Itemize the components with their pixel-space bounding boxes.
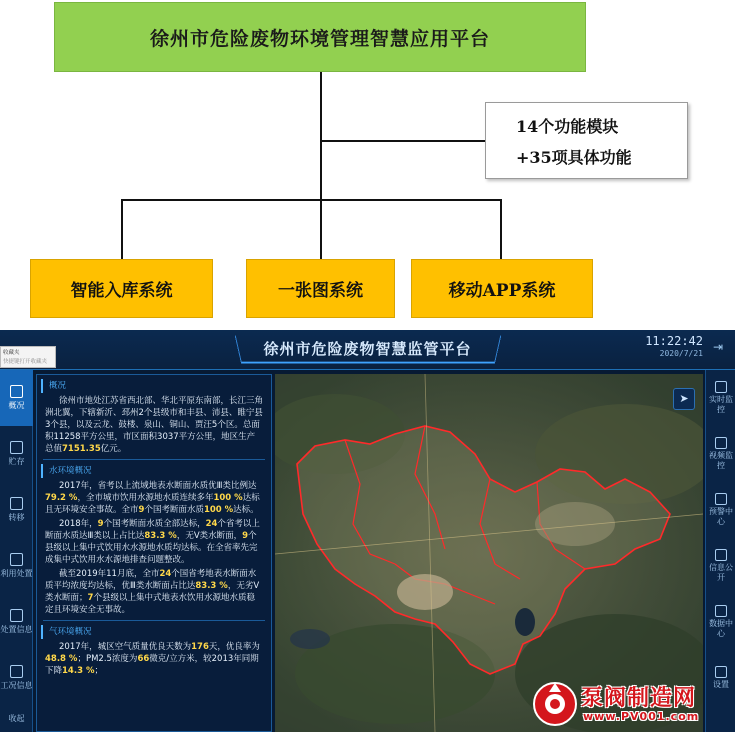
left-nav [0,370,33,732]
layers-icon [10,385,23,398]
rnav-label: 实时监控 [709,395,733,414]
popup-title: 收藏夹 [3,350,20,356]
site-watermark [531,680,731,728]
rnav-label: 信息公开 [709,563,733,582]
rnav-item-realtime[interactable] [706,370,735,426]
note-modules: 14个功能模块 [516,116,619,136]
rnav-label: 设置 [713,680,729,689]
map-svg [275,374,703,732]
water-2018-text: 2018年，9个国考断面水质全部达标，24个省考以上断面水质达Ⅲ类以上占比达83.3 %，无Ⅴ类水断面，9个县级以上集中式饮用水水源地水质均达标。在全省率先完成集中式饮用水水源地排查问题整改。 [45,519,260,565]
gear-icon [715,666,727,678]
platform-title-box: 徐州市危险废物环境管理智慧应用平台 [54,2,586,72]
nav-label: 转移 [8,513,25,522]
connector-horizontal [121,199,502,201]
connector-right [500,199,502,259]
nav-label: 贮存 [8,457,25,466]
dashboard-title: 徐州市危险废物智慧监管平台 [263,340,472,358]
org-diagram [0,0,735,330]
nav-item-working-info[interactable] [0,650,33,706]
document-icon [10,497,23,510]
rnav-label: 预警中心 [709,507,733,526]
divider [43,620,265,621]
system-box-one-map: 一张图系统 [246,259,395,318]
rnav-item-warning[interactable] [706,482,735,538]
nav-label: 处置信息 [0,625,33,634]
navigate-icon[interactable]: ➤ [673,388,695,410]
dashboard-header [0,330,735,370]
layers-icon [715,381,727,393]
layers-icon [10,665,23,678]
feature-note-box [485,102,688,179]
system-box-smart-storage: 智能入库系统 [30,259,213,318]
watermark-url: www.PV001.com [583,710,700,723]
watermark-logo-icon [531,680,581,728]
right-nav [705,370,735,732]
clock-time: 11:22:42 [645,334,703,348]
document-icon [715,437,727,449]
nav-item-disposal[interactable] [0,538,33,594]
section-title-air: 气环境概况 [41,625,271,639]
rnav-label: 视频监控 [709,451,733,470]
rnav-item-video[interactable] [706,426,735,482]
document-icon [715,605,727,617]
clock-date: 2020/7/21 [659,349,703,358]
section-title-water: 水环境概况 [41,464,271,478]
watermark-name: 泵阀制造网 [581,686,697,711]
nav-item-disposal-info[interactable] [0,594,33,650]
rnav-item-public[interactable] [706,538,735,594]
nav-label: 工况信息 [0,681,33,690]
exit-icon[interactable]: ⇥ [713,340,724,354]
divider [43,459,265,460]
document-icon [10,553,23,566]
connector-note [321,140,485,142]
favorites-popup[interactable] [0,346,56,368]
satellite-map[interactable] [275,374,703,732]
water-2019-text: 截至2019年11月底，全市24个国省考地表水断面水质平均浓度均达标，优Ⅲ类水断面占比达83.3 %，无劣Ⅴ类水断面；7个县级以上集中式地表水饮用水源地水质稳定且环境安全无事故。 [45,569,260,615]
rnav-label: 数据中心 [709,619,733,638]
nav-label: 利用处置 [0,569,33,578]
nav-item-overview[interactable] [0,370,33,426]
nav-item-collapse[interactable] [0,706,33,732]
nav-item-transfer[interactable] [0,482,33,538]
rnav-item-data[interactable] [706,594,735,650]
layers-icon [10,609,23,622]
section-title-overview: 概况 [41,379,271,393]
layers-icon [10,441,23,454]
air-2017-text: 2017年，城区空气质量优良天数为176天，优良率为48.8 %；PM2.5浓度为66微克/立方米，较2013年同期下降14.3 %； [45,642,260,676]
clock [645,334,703,358]
connector-left [121,199,123,259]
document-icon [715,493,727,505]
popup-hint: 快捷键打开收藏夹 [3,359,48,365]
note-functions: +35项具体功能 [516,147,632,167]
overview-panel [36,374,272,732]
nav-item-storage[interactable] [0,426,33,482]
nav-label: 收起 [8,714,25,723]
connector-vertical [320,72,322,200]
connector-middle [320,199,322,259]
system-box-mobile-app: 移动APP系统 [411,259,593,318]
dashboard-screenshot [0,330,735,732]
document-icon [715,549,727,561]
nav-label: 概况 [8,401,25,410]
water-2017-text: 2017年，省考以上流域地表水断面水质优Ⅲ类比例达79.2 %，全市城市饮用水源地水质连续多年100 %达标且无环境安全事故。全市9个国考断面水质100 %达标。 [45,481,260,515]
overview-text: 徐州市地处江苏省西北部、华北平原东南部，长江三角洲北翼，下辖新沂、邳州2个县级市和丰县、沛县、睢宁县3个县，以及云龙、鼓楼、泉山、铜山、贾汪5个区。总面积11258平方公里，市区面积3037平方公里，地区生产总值7151.35亿元。 [45,396,264,454]
